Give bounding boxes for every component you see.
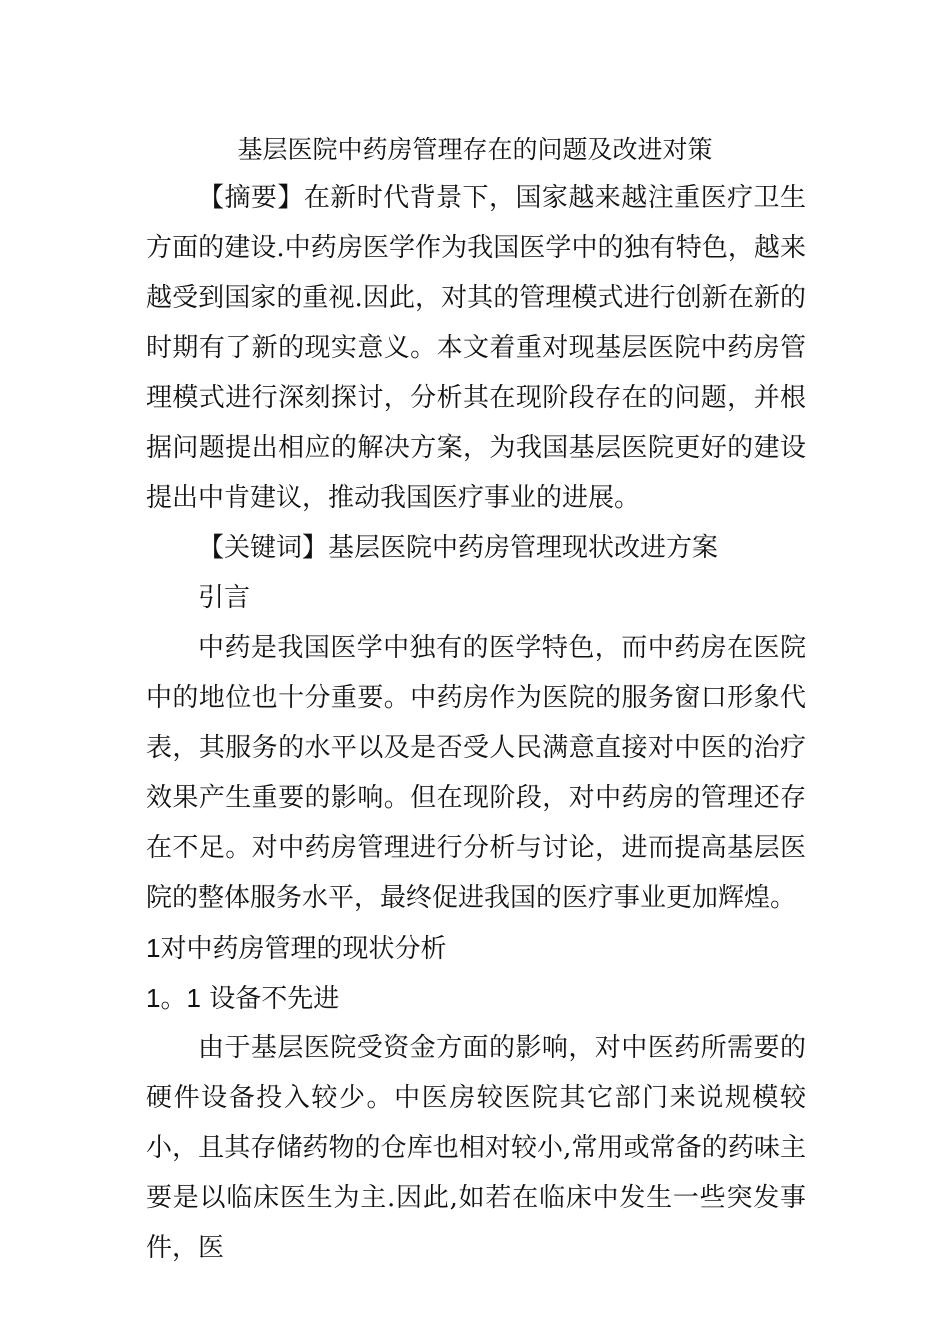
intro-heading: 引言	[198, 583, 251, 613]
keywords-line: 【关键词】基层医院中药房管理现状改进方案	[198, 533, 719, 563]
section-1-number: 1	[146, 933, 161, 963]
document-title: 基层医院中药房管理存在的问题及改进对策	[237, 135, 713, 164]
abstract-paragraph: 【摘要】在新时代背景下，国家越来越注重医疗卫生方面的建设.中药房医学作为我国医学中的独有特色，越来越受到国家的重视.因此，对其的管理模式进行创新在新的时期有了新的现实意义。本文着重对现基层医院中药房管理模式进行深刻探讨，分析其在现阶段存在的问题，并根据问题提出相应的解决方案，为我国基层医院更好的建设提出中肯建议，推动我国医疗事业的进展。	[146, 183, 806, 513]
section-1-heading	[146, 923, 806, 974]
section-1-1-paragraph: 由于基层医院受资金方面的影响，对中医药所需要的硬件设备投入较少。中医房较医院其它部门来说规模较小，且其存储药物的仓库也相对较小,常用或常备的药味主要是以临床医生为主.因此,如若在临床中发生一些突发事件，医	[146, 1033, 806, 1263]
section-1-1-number: 1。1	[146, 983, 201, 1013]
intro-paragraph: 中药是我国医学中独有的医学特色，而中药房在医院中的地位也十分重要。中药房作为医院的服务窗口形象代表，其服务的水平以及是否受人民满意直接对中医的治疗效果产生重要的影响。但在现阶段，对中药房的管理还存在不足。对中药房管理进行分析与讨论，进而提高基层医院的整体服务水平，最终促进我国的医疗事业更加辉煌。	[146, 633, 806, 913]
section-1-1-heading	[146, 973, 806, 1024]
section-1-1-title: 设备不先进	[209, 984, 340, 1014]
section-1-title: 对中药房管理的现状分析	[160, 934, 447, 964]
